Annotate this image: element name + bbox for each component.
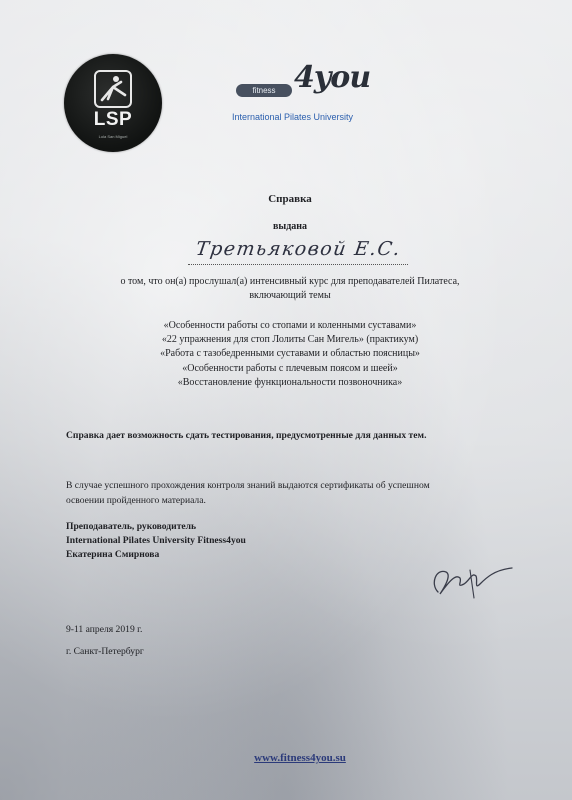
- intro-line-1: о том, что он(а) прослушал(а) интенсивный курс для преподавателей Пилатеса,: [120, 276, 460, 287]
- condition-line-1: В случае успешного прохождения контроля знаний выдаются сертификаты об успешном: [66, 480, 430, 491]
- topic-item: «22 упражнения для стоп Лолиты Сан Мигель» (практикум): [161, 334, 419, 346]
- lsp-logo-text: LSP: [93, 109, 133, 130]
- course-date: 9-11 апреля 2019 г.: [66, 624, 143, 635]
- teacher-name: Екатерина Смирнова: [66, 549, 160, 560]
- topic-item: «Особенности работы с плечевым поясом и шеей»: [182, 362, 398, 374]
- recipient-underline: [188, 264, 408, 265]
- issued-label: выдана: [272, 221, 308, 232]
- certificate-condition-text: [66, 478, 536, 508]
- recipient-handwritten-name: Третьяковой Е.С.: [194, 238, 403, 260]
- lsp-logo-subtext: Lola San Miguel: [98, 134, 128, 139]
- topic-item: «Особенности работы со стопами и коленными суставами»: [163, 320, 417, 331]
- teacher-organization: International Pilates University Fitness4you: [66, 535, 246, 546]
- fitness-pill-logo: fitness: [236, 84, 292, 97]
- teacher-block: [66, 520, 396, 562]
- intro-line-2: включающий темы: [249, 290, 331, 301]
- document-title: Справка: [268, 193, 312, 205]
- teacher-role: Преподаватель, руководитель: [66, 521, 197, 532]
- topics-list: [70, 319, 510, 390]
- signature-icon: [420, 554, 520, 602]
- fitness4you-logo-mark: 4you: [294, 60, 371, 95]
- pilates-figure-icon: [92, 68, 134, 110]
- lsp-logo: [64, 54, 162, 152]
- topic-item: «Работа с тазобедренными суставами и областью поясницы»: [160, 348, 420, 360]
- testing-note: Справка дает возможность сдать тестирования, предусмотренные для данных тем.: [66, 430, 427, 441]
- course-city: г. Санкт-Петербург: [66, 646, 144, 657]
- website-link[interactable]: www.fitness4you.su: [254, 752, 346, 764]
- topic-item: «Восстановление функциональности позвоночника»: [177, 376, 403, 388]
- intro-text: [60, 275, 520, 303]
- fitness4you-logo-subtitle: International Pilates University: [232, 112, 354, 122]
- condition-line-2: освоении пройденного материала.: [66, 495, 206, 506]
